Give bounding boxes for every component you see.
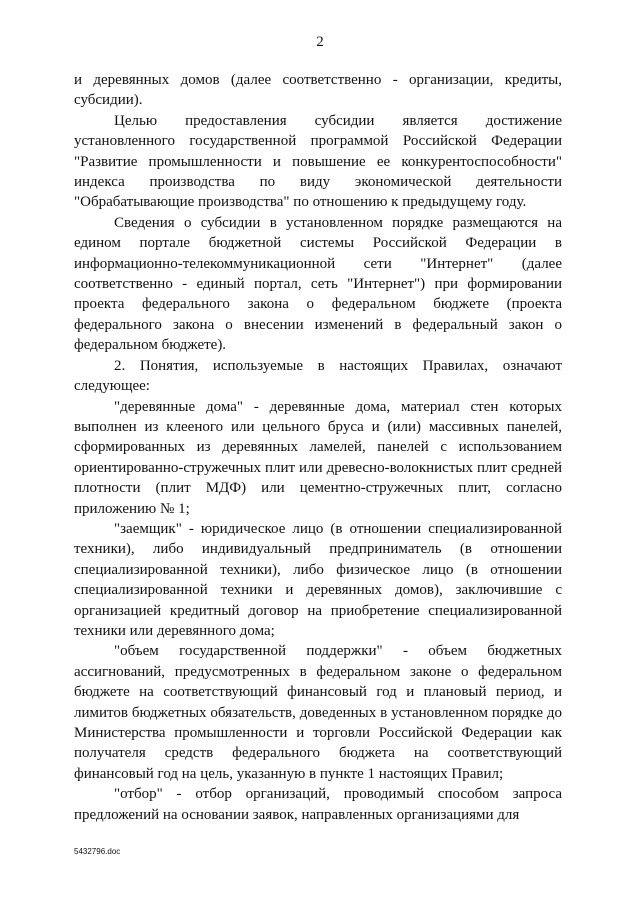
paragraph-continuation: и деревянных домов (далее соответственно - организации, кредиты, субсидии).: [74, 72, 562, 109]
paragraph-definition-support-volume: "объем государственной поддержки" - объем бюджетных ассигнований, предусмотренных в федеральном законе о федеральном бюджете на соответствующий финансовый год и плановый период, и лимитов бюджетных обязательств, доведенных в установленном порядке до Министерства промышленности и торговли Российской Федерации как получателя средств федерального бюджета на соответствующий финансовый год на цель, указанную в пункте 1 настоящих Правил;: [74, 643, 562, 782]
paragraph-definition-wooden-houses: "деревянные дома" - деревянные дома, материал стен которых выполнен из клееного или цельного бруса и (или) массивных панелей, сформированных из деревянных ламелей, панелей с использованием ориентированно-стружечных плит или древесно-волокнистых плит средней плотности (плит МДФ) или цементно-стружечных плит, согласно приложению № 1;: [74, 398, 562, 517]
document-body: [74, 70, 562, 825]
paragraph-definition-borrower: "заемщик" - юридическое лицо (в отношении специализированной техники), либо индивидуальный предприниматель (в отношении специализированной техники), либо физическое лицо (в отношении специализированной техники и деревянных домов), заключившие с организацией кредитный договор на приобретение специализированной техники или деревянного дома;: [74, 520, 562, 639]
paragraph-definition-selection: "отбор" - отбор организаций, проводимый способом запроса предложений на основании заявок, направленных организациями для: [74, 786, 562, 823]
paragraph-definitions-intro: 2. Понятия, используемые в настоящих Правилах, означают следующее:: [74, 357, 562, 395]
paragraph-subsidy-info: Сведения о субсидии в установленном порядке размещаются на едином портале бюджетной системы Российской Федерации в информационно-телекоммуникационной сети "Интернет" (далее соответственно - единый портал, сеть "Интернет") при формировании проекта федерального закона о федеральном бюджете (проекта федерального закона о внесении изменений в федеральный закон о федеральном бюджете).: [74, 214, 562, 354]
page-number: 2: [316, 34, 324, 50]
footer-filename: 5432796.doc: [74, 847, 121, 856]
paragraph-subsidy-goal: Целью предоставления субсидии является достижение установленного государственной программой Российской Федерации "Развитие промышленности и повышение ее конкурентоспособности" индекса производства по виду экономической деятельности "Обрабатывающие производства" по отношению к предыдущему году.: [74, 112, 562, 211]
